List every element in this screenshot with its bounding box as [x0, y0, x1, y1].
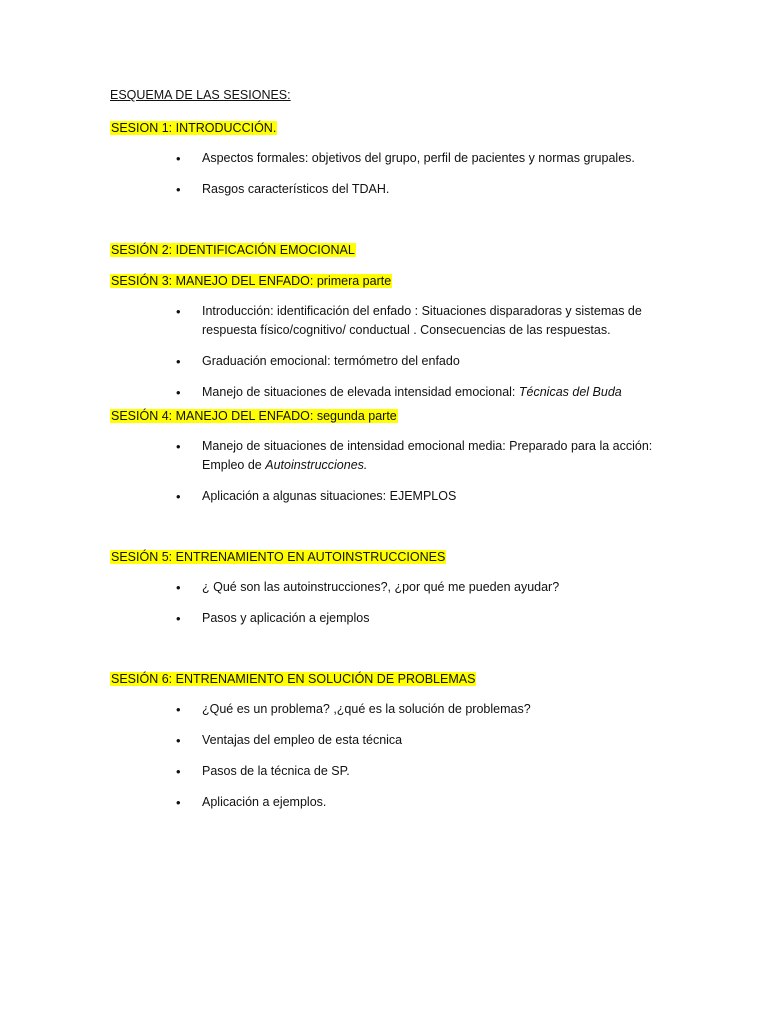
bullet-icon: •: [176, 733, 181, 748]
session-5-list: [110, 578, 670, 628]
session-1-heading: SESION 1: INTRODUCCIÓN.: [111, 121, 277, 135]
bullet-icon: •: [176, 764, 181, 779]
document-body: [110, 86, 670, 824]
bullet-icon: •: [176, 580, 181, 595]
session-3-heading: SESIÓN 3: MANEJO DEL ENFADO: primera parte: [111, 274, 392, 288]
list-item: • ¿Qué es un problema? ,¿qué es la solución de problemas?: [176, 702, 531, 717]
session-4-heading: SESIÓN 4: MANEJO DEL ENFADO: segunda parte: [111, 409, 397, 423]
bullet-icon: •: [176, 354, 181, 369]
bullet-icon: •: [176, 439, 181, 454]
bullet-icon: •: [176, 182, 181, 197]
list-item: • Aspectos formales: objetivos del grupo, perfil de pacientes y normas grupales.: [176, 151, 635, 166]
list-item: • Ventajas del empleo de esta técnica: [176, 733, 403, 748]
document-title: ESQUEMA DE LAS SESIONES:: [110, 88, 291, 102]
bullet-icon: •: [176, 304, 181, 319]
bullet-icon: •: [176, 702, 181, 717]
bullet-icon: •: [176, 795, 181, 810]
list-item: • Pasos y aplicación a ejemplos: [176, 611, 370, 626]
bullet-icon: •: [176, 611, 181, 626]
list-item: • Introducción: identificación del enfado : Situaciones disparadoras y sistemas de respuesta físico/cognitivo/ conductual . Consecuencias de las respuestas.: [176, 304, 642, 337]
session-4-list: [110, 437, 670, 506]
bullet-icon: •: [176, 385, 181, 400]
list-item: • ¿ Qué son las autoinstrucciones?, ¿por qué me pueden ayudar?: [176, 580, 560, 595]
list-item: • Graduación emocional: termómetro del enfado: [176, 354, 460, 369]
session-3-list: [110, 302, 670, 402]
session-6-list: [110, 700, 670, 812]
list-item: • Manejo de situaciones de elevada intensidad emocional: Técnicas del Buda: [176, 385, 622, 400]
list-item: • Rasgos característicos del TDAH.: [176, 182, 390, 197]
list-item: • Manejo de situaciones de intensidad emocional media: Preparado para la acción: Empleo de Autoinstrucciones.: [176, 439, 653, 472]
list-item: • Pasos de la técnica de SP.: [176, 764, 350, 779]
bullet-icon: •: [176, 151, 181, 166]
session-6-heading: SESIÓN 6: ENTRENAMIENTO EN SOLUCIÓN DE PROBLEMAS: [111, 672, 476, 686]
bullet-icon: •: [176, 489, 181, 504]
list-item: • Aplicación a algunas situaciones: EJEMPLOS: [176, 489, 457, 504]
session-5-heading: SESIÓN 5: ENTRENAMIENTO EN AUTOINSTRUCCIONES: [111, 550, 446, 564]
session-2-heading: SESIÓN 2: IDENTIFICACIÓN EMOCIONAL: [111, 243, 355, 257]
list-item: • Aplicación a ejemplos.: [176, 795, 327, 810]
session-1-list: [110, 149, 670, 199]
